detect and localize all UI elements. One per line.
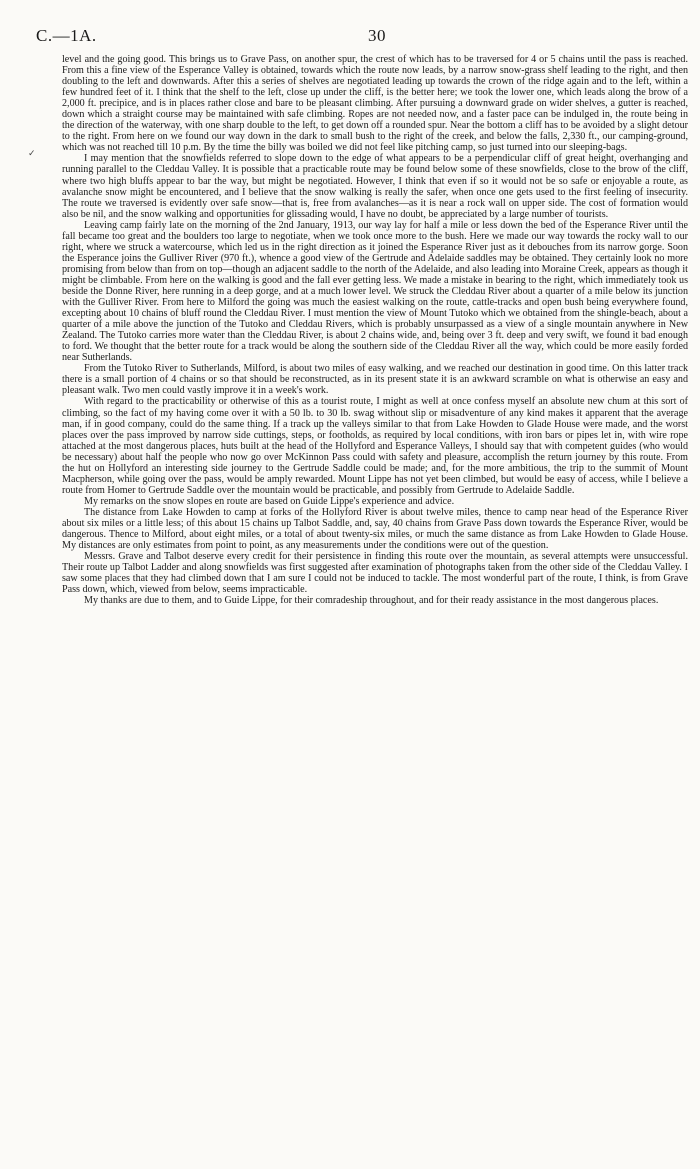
paragraph: level and the going good. This brings us to Grave Pass, on another spur, the crest of which has to be traversed for 4 or 5 chains until the pass is reached. From this a fine view of the Esperance Valley is obtained, towards which the route now leads, by a narrow snow-grass shelf leading to the right, and then doubling to the left and downwards. After this a series of shelves are negotiated leading up towards the crown of the ridge again and to the left, within a few hundred feet of it. I think that the shelf to the left, close up under the cliff, is the better here; we took the lower one, which leads along the brow of a 2,000 ft. precipice, and is in places rather close and bare to be pleasant climbing. After pursuing a downward grade on wider shelves, a gutter is reached, down which a straight course may be maintained with safe climbing. Ropes are not needed now, and a faster pace can be indulged in, the route being in the direction of the waterway, with one sharp double to the left, to get down off a rounded spur. Near the bottom a cliff has to be avoided by a slight detour to the right. From here on we found our way down in the dark to small bush to the right of the creek, and below the falls, 2,330 ft., our camping-ground, which was not reached till 10 p.m. By the time the billy was boiled we did not feel like pitching camp, so just turned into our sleeping-bags.: [62, 54, 688, 154]
paragraph: Messrs. Grave and Talbot deserve every credit for their persistence in finding this route over the mountain, as several attempts were unsuccessful. Their route up Talbot Ladder and along snowfields was first suggested after examination of photographs taken from the other side of the Cleddau Valley. I saw some places that they had climbed down that I am sure I could not be induced to tackle. The most wonderful part of the route, I think, is from Grave Pass down, which, viewed from below, seems impracticable.: [62, 551, 688, 596]
paragraph: My thanks are due to them, and to Guide Lippe, for their comradeship throughout, and for their ready assistance in the most dangerous places.: [84, 595, 659, 607]
paragraph: With regard to the practicability or otherwise of this as a tourist route, I might as well at once confess myself an absolute new chum at this sort of climbing, so the fact of my having come over it with a 50 lb. to 30 lb. swag without slip or misadventure of any kind makes it apparent that the average man, if in good company, could do the same thing. If a track up the valleys similar to that from Lake Howden to Glade House were made, and the worst places over the pass improved by narrow side cuttings, steps, or footholds, as required by local conditions, with iron bars or pipes let in, with wire rope attached at the most dangerous places, huts built at the head of the Hollyford and Esperance Valleys, I should say that with competent guides (who would be necessary) about half the people who now go over McKinnon Pass could with safety and pleasure, accomplish the return journey by this route. From the hut on Hollyford an interesting side journey to the Gertrude Saddle could be made; and, for the more ambitious, the trip to the summit of Mount Macpherson, while going over the pass, would be amply rewarded. Mount Lippe has not yet been climbed, but would be easy of access, while I believe a route from Homer to Gertrude Saddle over the mountain would be practicable, and possibly from Gertrude to Adelaide Saddle.: [62, 396, 688, 496]
margin-mark: ✓: [28, 148, 36, 158]
body-text: [62, 54, 688, 606]
paragraph: From the Tutoko River to Sutherlands, Milford, is about two miles of easy walking, and we reached our destination in good time. On this latter track there is a small portion of 4 chains or so that should be reconstructed, as in its present state it is an awkward scramble on what is otherwise an easy and pleasant walk. Two men could vastly improve it in a week's work.: [62, 363, 688, 397]
document-reference: C.—1A.: [36, 26, 97, 45]
page-number: 30: [368, 26, 386, 45]
paragraph: I may mention that the snowfields referred to slope down to the edge of what appears to be a perpendicular cliff of great height, overhanging and running parallel to the Cleddau Valley. It is possible that a practicable route may be found below some of these snowfields, close to the brow of the cliff, where two high bluffs appear to bar the way, but might be negotiated. However, I think that even if so it would not be so safe or enjoyable a route, as avalanche snow might be encountered, and I believe that the snow walking is really the safer, when once one gets used to the first feeling of insecurity. The route we traversed is evidently over safe snow—that is, free from avalanches—as it is near a rock wall on upper side. The cost of formation would also be nil, and the snow walking and opportunities for glissading would, I have no doubt, be appreciated by a large number of tourists.: [62, 153, 688, 220]
page-header: [36, 26, 660, 48]
paragraph: The distance from Lake Howden to camp at forks of the Hollyford River is about twelve miles, thence to camp near head of the Esperance River about six miles or a little less; of this about 15 chains up Talbot Saddle, and, say, 40 chains from Grave Pass down towards the Esperance River, would be dangerous. Thence to Milford, about eight miles, or a total of about twenty-six miles, or much the same distance as from Lake Howden to Glade House. My distances are only estimates from point to point, as any measurements under the conditions were out of the question.: [62, 506, 688, 552]
paragraph: My remarks on the snow slopes en route are based on Guide Lippe's experience and advice.: [84, 495, 455, 507]
paragraph: Leaving camp fairly late on the morning of the 2nd January, 1913, our way lay for half a mile or less down the bed of the Esperance River until the fall became too great and the boulders too large to negotiate, when we took once more to the bush. Here we made our way towards the rocky wall to our right, where we struck a watercourse, which led us in the right direction as it joined the Esperance River just as it debouches from its narrow gorge. Soon the Esperance joins the Gulliver River (970 ft.), whence a good view of the Gertrude and Adelaide saddles may be obtained. They certainly look no more promising from below than from on top—though an adjacent saddle to the north of the Adelaide, and also leading into Moraine Creek, appears as though it might be climbable. From here on the walking is good and the fall ever getting less. We made a mistake in bearing to the right, which immediately took us beside the Donne River, here running in a deep gorge, and at a much lower level. We struck the Cleddau River about a quarter of a mile below its junction with the Gulliver River. From here to Milford the going was much the easiest walking on the route, cattle-tracks and open bush being everywhere found, excepting about 10 chains of bluff round the Cleddau River. I must mention the view of Mount Tutoko which we obtained from the shingle-beach, about a quarter of a mile above the junction of the Tutoko and Cleddau Rivers, which is probably unsurpassed as a view of a single mountain anywhere in New Zealand. The Tutoko carries more water than the Cleddau River, is about 2 chains wide, and, being over 3 ft. deep and very swift, we found it bad enough to ford. We thought that the better route for a track would be along the southern side of the Cleddau River all the way, which could be more easily forded near Sutherlands.: [62, 219, 688, 364]
